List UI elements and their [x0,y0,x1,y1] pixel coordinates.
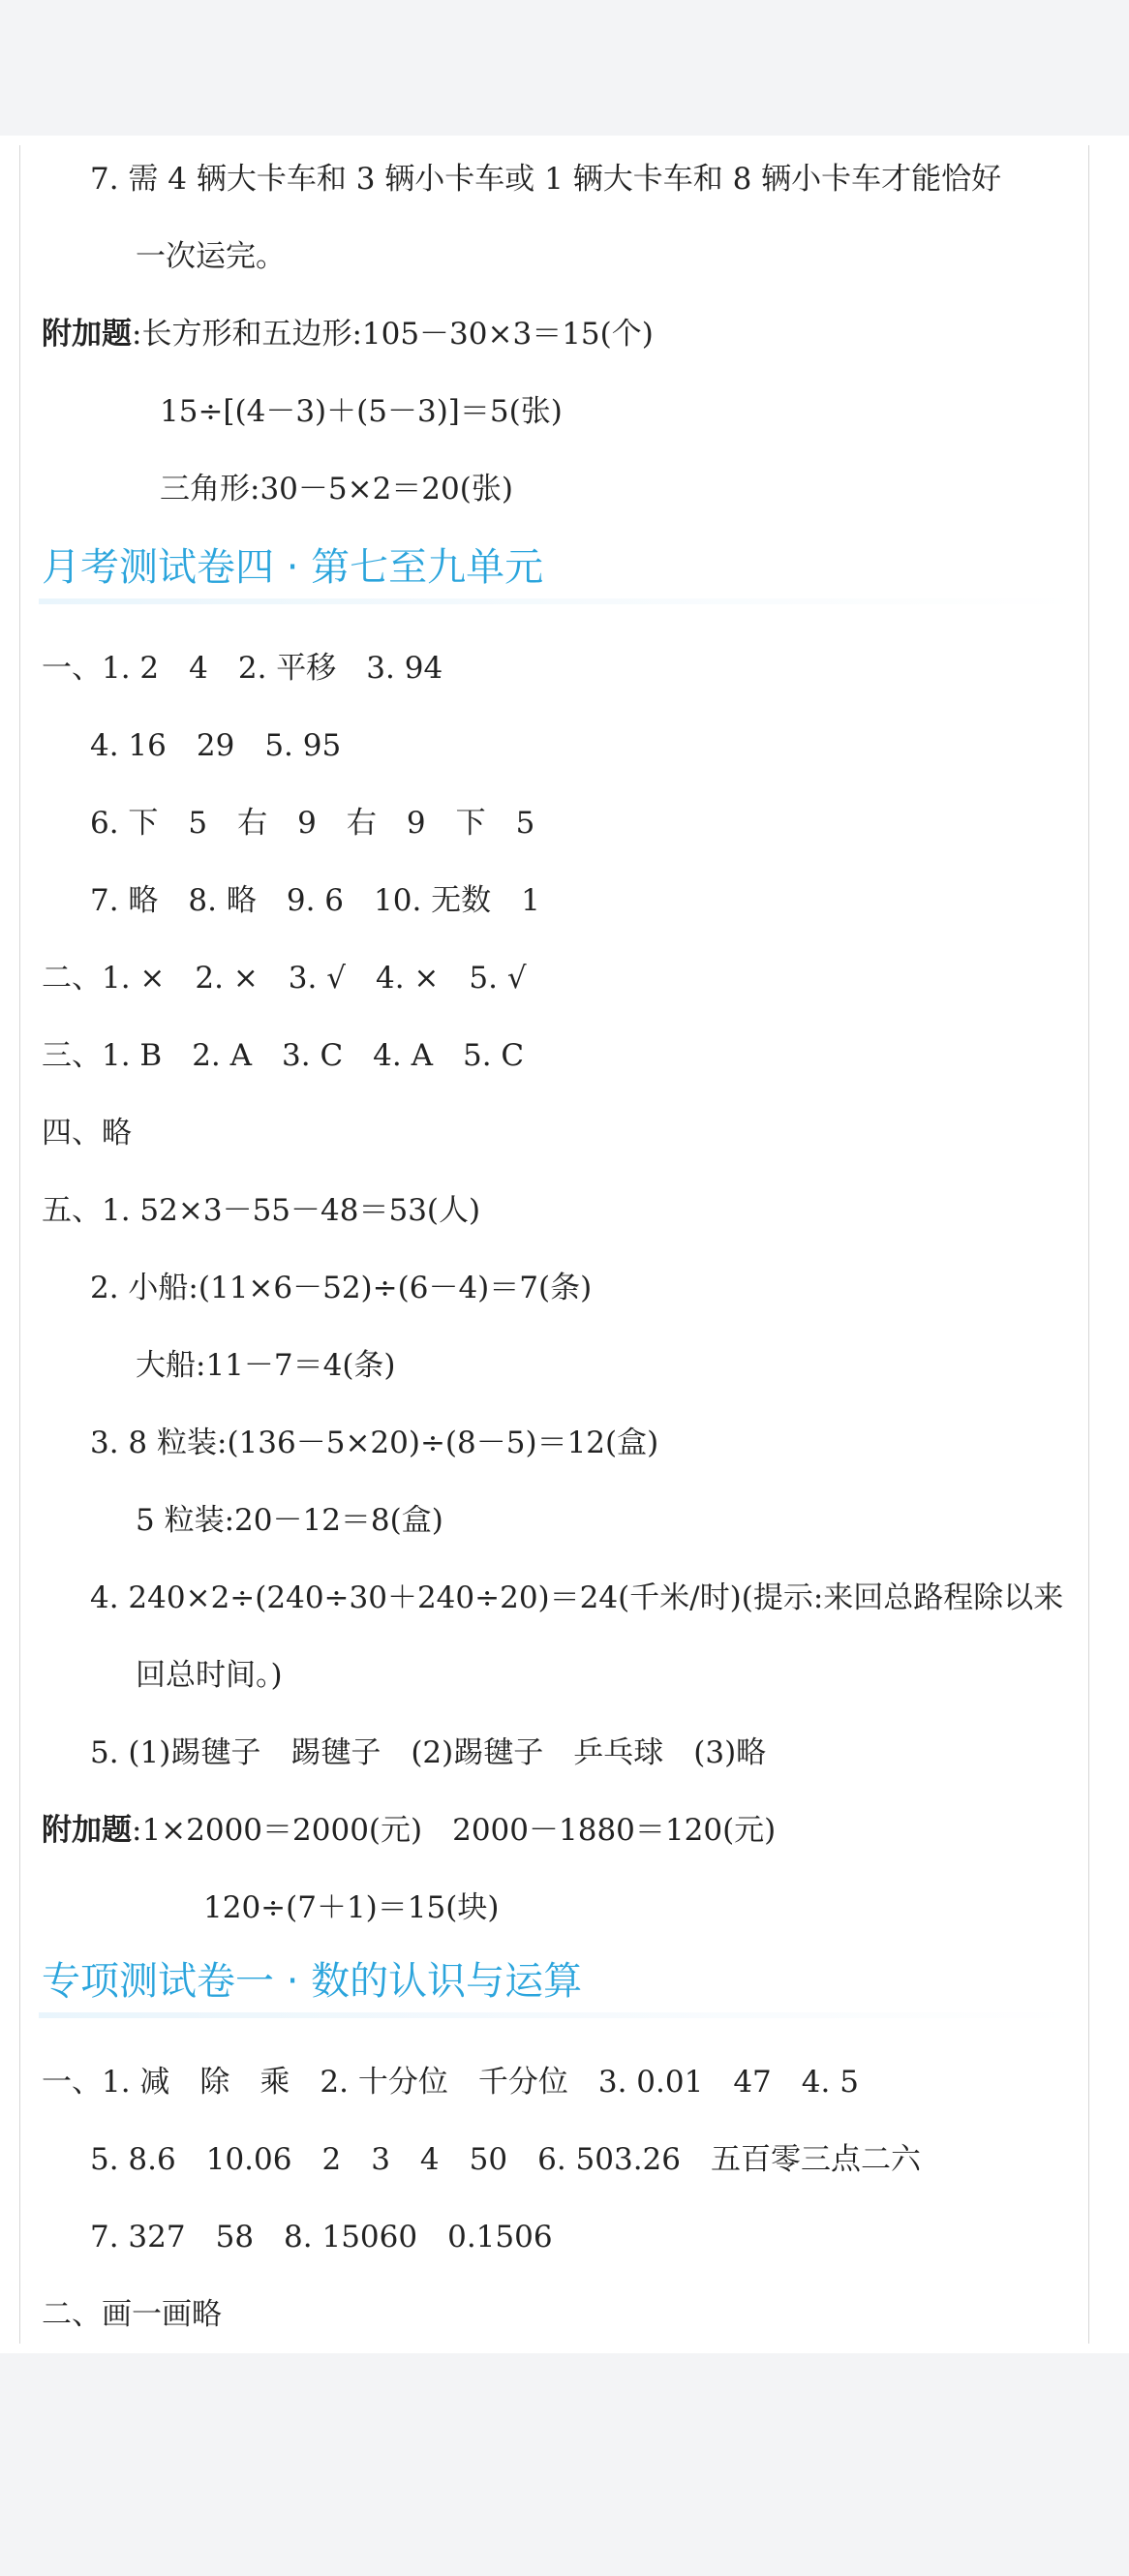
part3-line: 三、1. B 2. A 3. C 4. A 5. C [42,1038,525,1073]
part1-line3: 6. 下 5 右 9 右 9 下 5 [90,806,535,841]
bonus-label: 附加题 [42,317,132,352]
special-part1-line1: 一、1. 减 除 乘 2. 十分位 千分位 3. 0.01 47 4. 5 [42,2065,859,2100]
bonus2-line1 [42,1811,776,1850]
part5-q2-line1: 2. 小船:(11×6－52)÷(6－4)＝7(条) [90,1271,593,1305]
special-part2-line: 二、画一画略 [42,2297,222,2332]
part5-q4-line2: 回总时间。) [136,1658,283,1693]
part5-q3-line2: 5 粒装:20－12＝8(盒) [136,1503,443,1538]
answer-q7-line1: 7. 需 4 辆大卡车和 3 辆小卡车或 1 辆大卡车和 8 辆小卡车才能恰好 [90,162,1002,197]
bonus-line2: 15÷[(4－3)＋(5－3)]＝5(张) [160,394,563,429]
bonus2-label: 附加题 [42,1813,132,1848]
answer-page [19,136,1110,2353]
section-heading-special: 专项测试卷一 · 数的认识与运算 [42,1959,583,2004]
part5-q3-line1: 3. 8 粒装:(136－5×20)÷(8－5)＝12(盒) [90,1426,659,1460]
bonus2-line2: 120÷(7＋1)＝15(块) [203,1890,500,1925]
left-border-line [19,145,20,2344]
part5-q1: 五、1. 52×3－55－48＝53(人) [42,1193,481,1228]
part1-line4: 7. 略 8. 略 9. 6 10. 无数 1 [90,883,540,918]
part1-line2: 4. 16 29 5. 95 [90,728,342,763]
answer-q7-line2: 一次运完。 [136,239,286,274]
bonus2-text: :1×2000＝2000(元) 2000－1880＝120(元) [132,1813,777,1848]
bonus-line3: 三角形:30－5×2＝20(张) [160,472,513,506]
bottom-margin-band [0,2353,1129,2576]
heading-underline [39,2012,1084,2018]
part2-line: 二、1. × 2. × 3. √ 4. × 5. √ [42,961,527,996]
heading-underline [39,598,1084,604]
section-heading-monthly: 月考测试卷四 · 第七至九单元 [42,545,544,590]
part5-q5: 5. (1)踢毽子 踢毽子 (2)踢毽子 乒乓球 (3)略 [90,1735,767,1770]
bonus-text: :长方形和五边形:105－30×3＝15(个) [132,317,654,352]
part5-q2-line2: 大船:11－7＝4(条) [136,1348,396,1383]
bonus-line1 [42,315,654,353]
top-margin-band [0,0,1129,136]
part4-line: 四、略 [42,1116,132,1150]
special-part1-line2: 5. 8.6 10.06 2 3 4 50 6. 503.26 五百零三点二六 [90,2142,921,2177]
part1-line1: 一、1. 2 4 2. 平移 3. 94 [42,651,443,686]
part5-q4-line1: 4. 240×2÷(240÷30＋240÷20)＝24(千米/时)(提示:来回总路程除以来 [90,1580,1064,1615]
right-border-line [1088,145,1089,2344]
special-part1-line3: 7. 327 58 8. 15060 0.1506 [90,2220,553,2254]
